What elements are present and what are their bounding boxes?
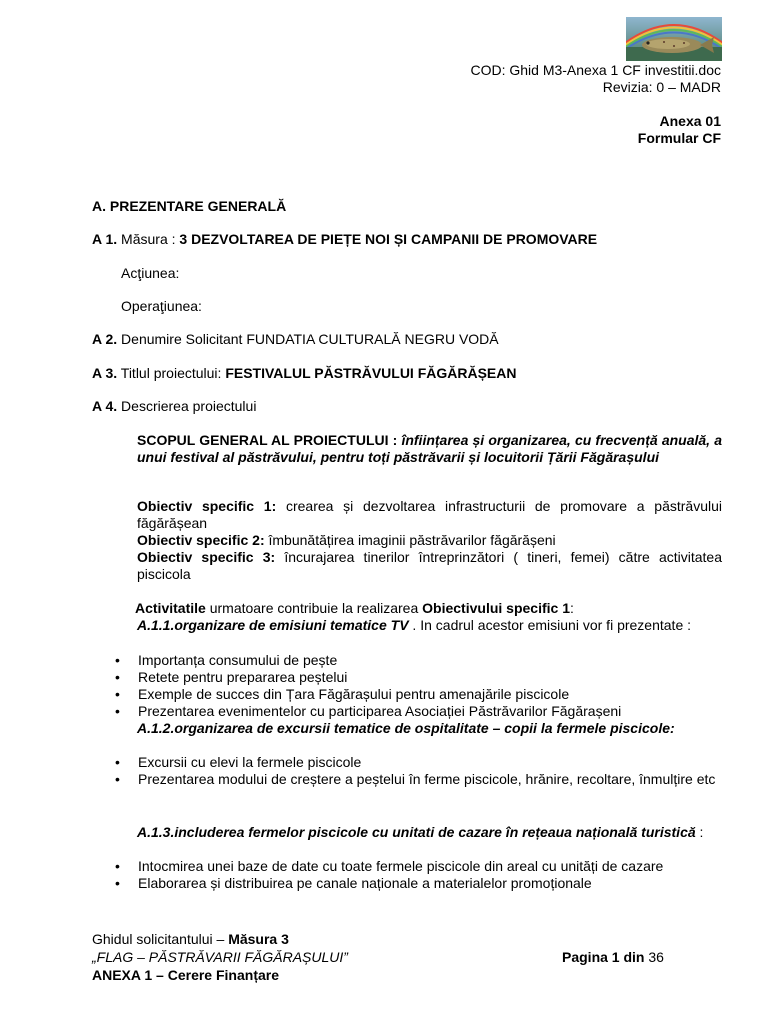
field-a4 <box>92 398 256 415</box>
activity-a111-text: . In cadrul acestor emisiuni vor fi prezentate : <box>408 617 692 633</box>
list-item: • Intocmirea unei baze de date cu toate fermele piscicole din areal cu unități de cazare <box>113 858 722 875</box>
trout-rainbow-picture <box>626 17 722 61</box>
scope-label: SCOPUL GENERAL AL PROIECTULUI : <box>137 432 402 448</box>
objective-2 <box>137 532 722 549</box>
activities-intro <box>135 600 720 617</box>
activities-colon: : <box>569 600 574 616</box>
field-a4-text: Descrierea proiectului <box>117 398 257 414</box>
scope-text: înființarea și organizarea, cu frecvență anuală, a unui festival al păstrăvului, pentru toți păstrăvarii și locuitorii Țării Făgărașului <box>137 432 722 465</box>
field-a2-text: Denumire Solicitant FUNDATIA CULTURALĂ NEGRU VODĂ <box>117 331 499 347</box>
footer-annex: ANEXA 1 – Cerere Finanțare <box>92 967 279 983</box>
page-number <box>562 948 664 966</box>
activity-a111-list <box>113 652 722 720</box>
field-actiunea: Acţiunea: <box>121 265 180 281</box>
activity-a113-title: A.1.3.includerea fermelor piscicole cu unitati de cazare în rețeaua națională turistică <box>137 824 696 840</box>
field-a1 <box>92 231 597 248</box>
objective-label: Obiectiv specific 2: <box>137 532 265 548</box>
activity-a113-list <box>113 858 722 892</box>
objective-3 <box>137 549 722 583</box>
activity-a111-title: A.1.1.organizare de emisiuni tematice TV <box>137 617 409 633</box>
objective-label: Obiectiv specific 3: <box>137 549 276 565</box>
field-a4-label: A 4. <box>92 398 118 414</box>
footer-guide <box>92 930 289 948</box>
activity-a112-list <box>113 754 722 788</box>
list-item: • Elaborarea și distribuirea pe canale naționale a materialelor promoționale <box>113 875 722 892</box>
field-operatiunea: Operaţiunea: <box>121 298 202 314</box>
objective-text: crearea și dezvoltarea infrastructurii de promovare a păstrăvului făgărășean <box>137 498 722 531</box>
field-a3-value: FESTIVALUL PĂSTRĂVULUI FĂGĂRĂȘEAN <box>225 365 517 381</box>
section-title: A. PREZENTARE GENERALĂ <box>92 198 287 214</box>
activity-a113-heading <box>137 824 722 841</box>
objective-1 <box>137 498 722 532</box>
objective-label: Obiectiv specific 1: <box>137 498 277 514</box>
field-a2-label: A 2. <box>92 331 118 347</box>
activities-text: urmatoare contribuie la realizarea <box>205 600 423 616</box>
doc-code: COD: Ghid M3-Anexa 1 CF investitii.doc <box>470 62 721 78</box>
activity-a113-text: : <box>695 824 704 840</box>
footer-flag: „FLAG – PĂSTRĂVARII FĂGĂRAȘULUI” <box>92 949 348 965</box>
objectives <box>137 498 722 583</box>
page-label: Pagina 1 din <box>562 949 645 965</box>
activity-a111-heading <box>137 617 722 634</box>
list-item: • Prezentarea evenimentelor cu participarea Asociației Păstrăvarilor Făgărașeni <box>113 703 722 720</box>
project-scope <box>137 432 722 466</box>
footer-guide-text: Ghidul solicitantului – <box>92 931 229 947</box>
list-item: • Exemple de succes din Țara Făgărașului pentru amenajările piscicole <box>113 686 722 703</box>
field-a3-text: Titlul proiectului: <box>117 365 226 381</box>
objective-text: îmbunătățirea imaginii păstrăvarilor făgărășeni <box>264 532 556 548</box>
annex-number: Anexa 01 <box>659 113 721 129</box>
doc-revision: Revizia: 0 – MADR <box>602 79 721 95</box>
footer-measure: Măsura 3 <box>228 931 289 947</box>
page-total: 36 <box>644 949 664 965</box>
field-a3-label: A 3. <box>92 365 118 381</box>
field-a1-text: Măsura : <box>117 231 180 247</box>
list-item: • Retete pentru prepararea peștelui <box>113 669 722 686</box>
list-item: • Importanța consumului de pește <box>113 652 722 669</box>
activities-bold: Activitatile <box>135 600 206 616</box>
logo-image <box>626 17 722 61</box>
field-a1-label: A 1. <box>92 231 118 247</box>
field-a2 <box>92 331 499 348</box>
field-a3 <box>92 365 516 382</box>
list-item: • Excursii cu elevi la fermele piscicole <box>113 754 722 771</box>
field-a1-value: 3 DEZVOLTAREA DE PIEȚE NOI ȘI CAMPANII DE PROMOVARE <box>179 231 598 247</box>
activities-objective: Obiectivului specific 1 <box>422 600 570 616</box>
activity-a112-title: A.1.2.organizarea de excursii tematice de ospitalitate – copii la fermele piscicole: <box>137 720 675 736</box>
objective-text: încurajarea tinerilor întreprinzători ( tineri, femei) către activitatea piscicola <box>137 549 723 582</box>
form-name: Formular CF <box>637 130 721 146</box>
list-item: • Prezentarea modului de creștere a peștelui în ferme piscicole, hrănire, recoltare, înmulțire etc <box>113 771 722 788</box>
